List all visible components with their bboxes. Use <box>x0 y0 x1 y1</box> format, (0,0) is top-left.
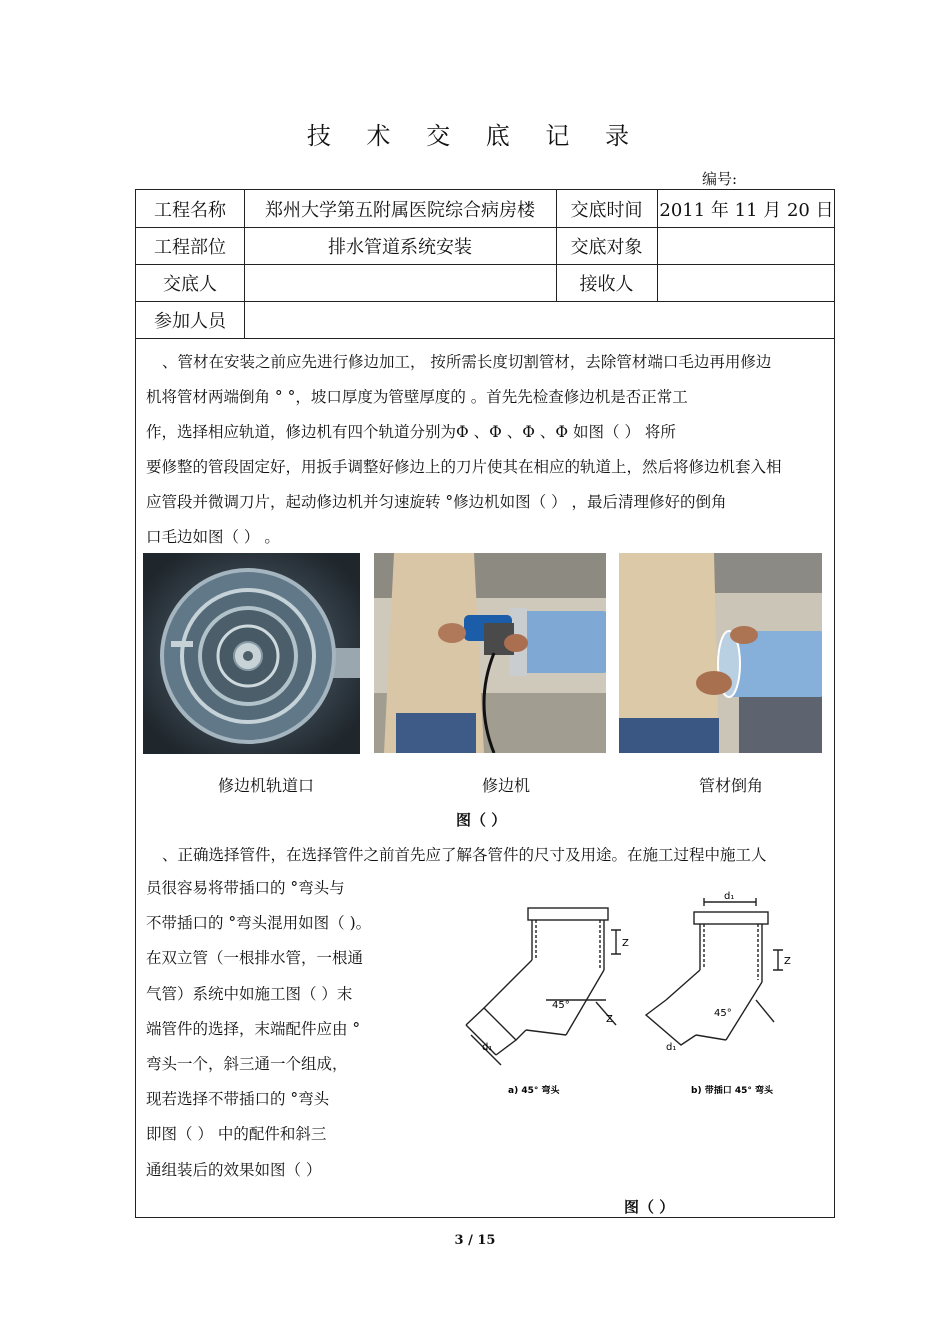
trimmer-track-photo <box>143 553 360 754</box>
time-value: 2011 年 11 月 20 日 <box>659 199 834 221</box>
receiver-value <box>657 264 836 301</box>
presenter-value <box>244 264 556 301</box>
diameter-label: d₁ <box>482 1042 493 1053</box>
pipe-chamfer-photo <box>619 553 822 753</box>
location-label: 工程部位 <box>154 236 226 258</box>
section2-line: 、正确选择管件，在选择管件之前首先应了解各管件的尺寸及用途。在施工过程中施工人 <box>162 846 767 864</box>
target-value <box>657 227 836 264</box>
z-label: Z <box>784 956 791 967</box>
z-label: Z <box>606 1014 613 1025</box>
z-label: Z <box>622 938 629 949</box>
presenter-label: 交底人 <box>163 273 217 295</box>
section1-line: 口毛边如图（ ） 。 <box>146 528 280 546</box>
angle-label: 45° <box>552 1000 570 1011</box>
section2-line: 即图（ ） 中的配件和斜三 <box>146 1125 327 1144</box>
photo-caption: 修边机轨道口 <box>217 776 314 795</box>
figure-label: 图（ ） <box>456 811 507 829</box>
diameter-label: d₁ <box>724 891 735 902</box>
project-name-label: 工程名称 <box>154 199 226 221</box>
section2-line: 弯头一个，斜三通一个组成， <box>146 1055 348 1074</box>
section1-paragraph <box>146 345 828 555</box>
section2-line: 不带插口的 °弯头混用如图（ )。 <box>146 914 372 933</box>
target-label: 交底对象 <box>570 236 643 258</box>
photo-caption: 修边机 <box>481 776 530 795</box>
project-name-value: 郑州大学第五附属医院综合病房楼 <box>265 199 535 221</box>
section1-line: 要修整的管段固定好，用扳手调整好修边上的刀片使其在相应的轨道上，然后将修边机套入相 <box>146 458 782 476</box>
section2-line: 在双立管（一根排水管，一根通 <box>146 949 364 968</box>
photo-caption: 管材倒角 <box>698 776 763 795</box>
section1-line: 作，选择相应轨道，修边机有四个轨道分别为Φ 、Φ 、Φ 、Φ 如图（ ） 将所 <box>146 423 676 441</box>
section2-line: 员很容易将带插口的 °弯头与 <box>146 879 345 897</box>
elbow-diagrams <box>456 890 816 1120</box>
section2-line: 气管）系统中如施工图（ ）末 <box>146 984 353 1003</box>
section1-line: 应管段并微调刀片，起动修边机并匀速旋转 °修边机如图（ ） ，最后清理修好的倒角 <box>146 493 727 511</box>
participants-label: 参加人员 <box>154 310 226 332</box>
section2-first-line <box>146 838 828 873</box>
section1-line: 机将管材两端倒角 ° °，坡口厚度为管壁厚度的 。首先先检查修边机是否正常工 <box>146 388 688 406</box>
diagram-caption-a: a) 45° 弯头 <box>508 1086 560 1096</box>
document-title: 技 术 交 底 记 录 <box>306 122 644 150</box>
receiver-label: 接收人 <box>579 273 634 295</box>
section2-line: 通组装后的效果如图（ ） <box>146 1160 322 1179</box>
section1-line: 、管材在安装之前应先进行修边加工， 按所需长度切割管材，去除管材端口毛边再用修边 <box>162 353 772 371</box>
diagram-caption-b: b) 带插口 45° 弯头 <box>691 1086 773 1096</box>
angle-label: 45° <box>714 1008 732 1019</box>
section2-left-text <box>146 871 371 1188</box>
page-number: 3 / 15 <box>454 1233 496 1248</box>
diameter-label: d₁ <box>666 1042 677 1053</box>
figure-label: 图（ ） <box>624 1198 675 1216</box>
participants-value <box>244 301 836 338</box>
time-label: 交底时间 <box>570 199 643 221</box>
section2-line: 现若选择不带插口的 °弯头 <box>146 1090 330 1109</box>
location-value: 排水管道系统安装 <box>328 236 472 258</box>
record-table <box>135 189 835 1218</box>
trimmer-machine-photo <box>374 553 606 753</box>
section2-line: 端管件的选择，末端配件应由 ° <box>146 1019 361 1038</box>
serial-number-label: 编号: <box>702 170 738 188</box>
